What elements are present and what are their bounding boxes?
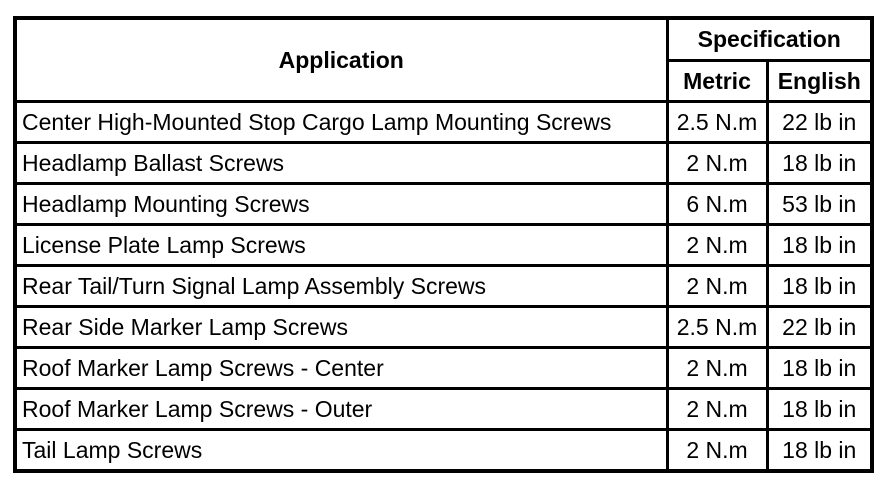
- table-row: [15, 225, 872, 266]
- application-cell: Tail Lamp Screws: [15, 430, 667, 472]
- application-header: Application: [15, 18, 667, 102]
- application-cell: Rear Side Marker Lamp Screws: [15, 307, 667, 348]
- metric-cell: 2 N.m: [667, 430, 767, 472]
- metric-cell: 2 N.m: [667, 225, 767, 266]
- application-cell: Roof Marker Lamp Screws - Center: [15, 348, 667, 389]
- table-row: [15, 348, 872, 389]
- header-row-top: [15, 18, 872, 61]
- table-row: [15, 102, 872, 143]
- english-cell: 22 lb in: [767, 307, 872, 348]
- table-row: [15, 143, 872, 184]
- table-row: [15, 266, 872, 307]
- english-header: English: [767, 61, 872, 102]
- table-row: [15, 389, 872, 430]
- english-cell: 18 lb in: [767, 348, 872, 389]
- metric-cell: 6 N.m: [667, 184, 767, 225]
- english-cell: 53 lb in: [767, 184, 872, 225]
- metric-cell: 2.5 N.m: [667, 102, 767, 143]
- table-row: [15, 184, 872, 225]
- english-cell: 18 lb in: [767, 430, 872, 472]
- specification-header: Specification: [667, 18, 872, 61]
- metric-cell: 2 N.m: [667, 389, 767, 430]
- metric-cell: 2.5 N.m: [667, 307, 767, 348]
- metric-header: Metric: [667, 61, 767, 102]
- application-cell: Roof Marker Lamp Screws - Outer: [15, 389, 667, 430]
- table-row: [15, 307, 872, 348]
- metric-cell: 2 N.m: [667, 266, 767, 307]
- english-cell: 18 lb in: [767, 225, 872, 266]
- application-cell: Headlamp Ballast Screws: [15, 143, 667, 184]
- application-cell: License Plate Lamp Screws: [15, 225, 667, 266]
- table-row: [15, 430, 872, 472]
- metric-cell: 2 N.m: [667, 143, 767, 184]
- english-cell: 18 lb in: [767, 143, 872, 184]
- application-cell: Headlamp Mounting Screws: [15, 184, 667, 225]
- english-cell: 22 lb in: [767, 102, 872, 143]
- application-cell: Rear Tail/Turn Signal Lamp Assembly Screws: [15, 266, 667, 307]
- metric-cell: 2 N.m: [667, 348, 767, 389]
- english-cell: 18 lb in: [767, 266, 872, 307]
- english-cell: 18 lb in: [767, 389, 872, 430]
- application-cell: Center High-Mounted Stop Cargo Lamp Mounting Screws: [15, 102, 667, 143]
- fastener-spec-table: [13, 16, 874, 473]
